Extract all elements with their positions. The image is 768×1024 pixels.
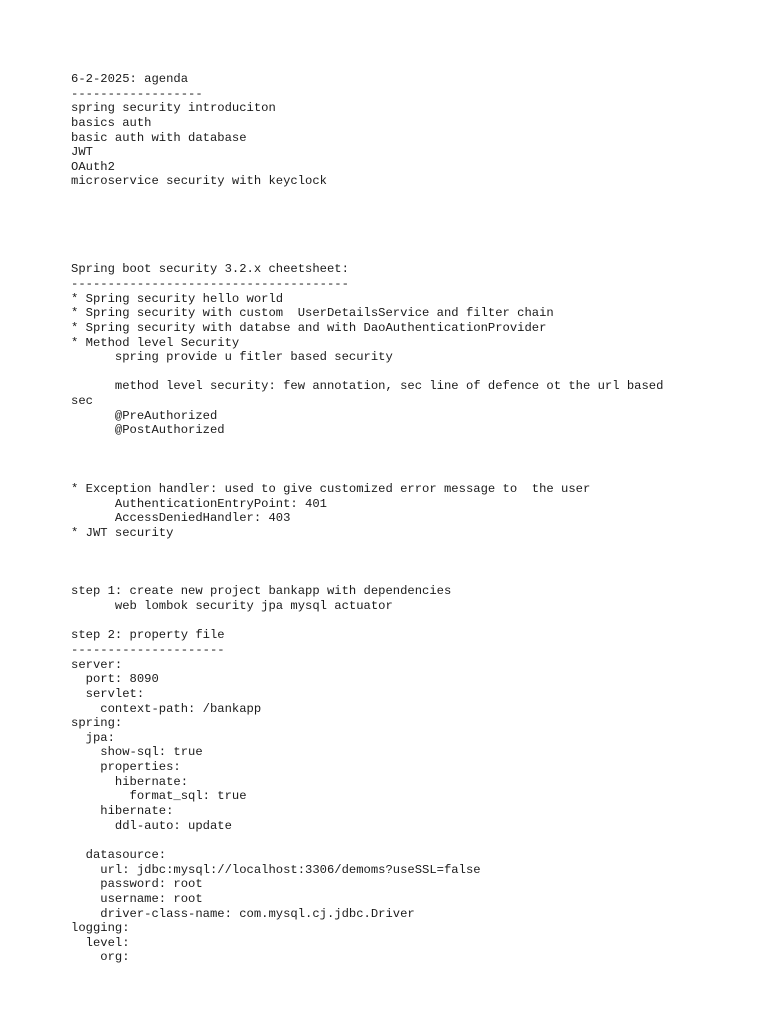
text-line: url: jdbc:mysql://localhost:3306/demoms?useSSL=false [71, 862, 481, 877]
text-line: * Exception handler: used to give customized error message to the user [71, 481, 591, 496]
text-line: format_sql: true [71, 789, 247, 804]
text-line: * Method level Security [71, 335, 240, 350]
blank-line [71, 555, 761, 570]
text-line: * Spring security with databse and with DaoAuthenticationProvider [71, 320, 547, 335]
text-line: * Spring security with custom UserDetailsService and filter chain [71, 306, 554, 321]
text-line: hibernate: [71, 804, 174, 819]
text-line: hibernate: [71, 774, 189, 789]
text-line: basics auth [71, 115, 152, 130]
text-line: microservice security with keyclock [71, 174, 327, 189]
text-line: 6-2-2025: agenda [71, 72, 189, 86]
text-line: method level security: few annotation, sec line of defence ot the url based [71, 379, 664, 394]
text-line: @PreAuthorized [71, 408, 218, 423]
text-line: datasource: [71, 847, 167, 862]
text-line: web lombok security jpa mysql actuator [71, 599, 393, 614]
text-line: Spring boot security 3.2.x cheetsheet: [71, 262, 349, 277]
text-line: username: root [71, 891, 203, 906]
blank-line [71, 570, 761, 585]
text-line: driver-class-name: com.mysql.cj.jdbc.Driver [71, 906, 415, 921]
text-line: * JWT security [71, 525, 174, 540]
blank-line [71, 218, 761, 233]
text-line: servlet: [71, 686, 145, 701]
text-line: logging: [71, 921, 130, 936]
text-line: spring security introduciton [71, 101, 276, 116]
text-line: spring provide u fitler based security [71, 350, 393, 365]
text-line: AuthenticationEntryPoint: 401 [71, 496, 327, 511]
text-line: ------------------ [71, 86, 203, 101]
blank-line [71, 614, 761, 629]
text-line: sec [71, 394, 93, 409]
text-line: basic auth with database [71, 130, 247, 145]
text-line: password: root [71, 877, 203, 892]
text-line: org: [71, 950, 130, 965]
blank-line [71, 189, 761, 204]
document-text [71, 72, 761, 965]
text-line: --------------------- [71, 642, 225, 657]
blank-line [71, 438, 761, 453]
text-line: context-path: /bankapp [71, 701, 262, 716]
text-line: port: 8090 [71, 672, 159, 687]
blank-line [71, 541, 761, 556]
text-line: ddl-auto: update [71, 818, 232, 833]
blank-line [71, 833, 761, 848]
text-line: * Spring security hello world [71, 291, 284, 306]
text-line: @PostAuthorized [71, 423, 225, 438]
blank-line [71, 365, 761, 380]
text-line: jpa: [71, 730, 115, 745]
text-line: OAuth2 [71, 159, 115, 174]
text-line: step 1: create new project bankapp with dependencies [71, 584, 452, 599]
text-line: level: [71, 935, 130, 950]
text-line: server: [71, 657, 123, 672]
text-line: show-sql: true [71, 745, 203, 760]
blank-line [71, 248, 761, 263]
blank-line [71, 467, 761, 482]
text-line: AccessDeniedHandler: 403 [71, 511, 291, 526]
blank-line [71, 453, 761, 468]
text-line: properties: [71, 760, 181, 775]
text-line: JWT [71, 145, 93, 160]
text-line: step 2: property file [71, 628, 225, 643]
blank-line [71, 204, 761, 219]
blank-line [71, 233, 761, 248]
text-line: spring: [71, 716, 123, 731]
text-line: -------------------------------------- [71, 276, 349, 291]
